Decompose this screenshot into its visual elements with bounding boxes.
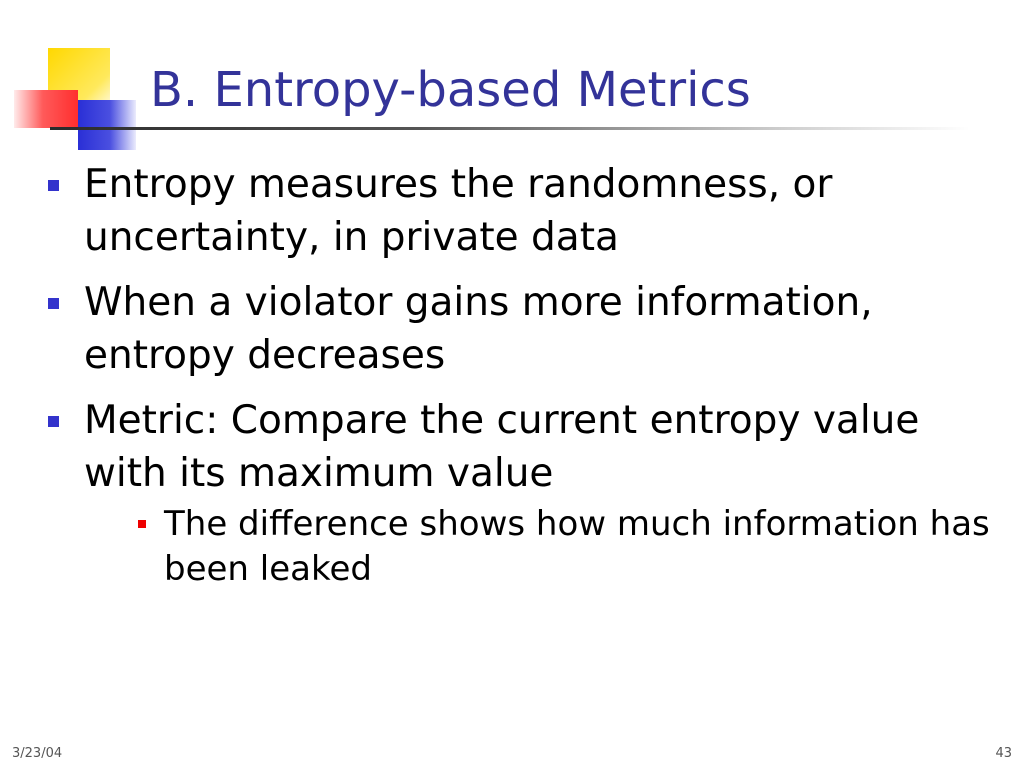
square-bullet-icon (48, 180, 59, 191)
bullet-item (48, 158, 998, 264)
red-square-bullet-icon (138, 520, 146, 528)
bullet-text: Metric: Compare the current entropy value with its maximum value (84, 398, 920, 496)
page-number: 43 (995, 746, 1012, 761)
bullet-item (48, 276, 998, 382)
footer-date: 3/23/04 (12, 746, 63, 761)
sub-bullet-item (128, 502, 998, 592)
bullet-item (48, 394, 998, 592)
sub-bullet-text: The difference shows how much information has been leaked (164, 504, 990, 589)
bullet-text: Entropy measures the randomness, or uncertainty, in private data (84, 162, 833, 260)
blue-square (78, 100, 136, 150)
decorative-squares-logo (0, 0, 150, 160)
square-bullet-icon (48, 298, 59, 309)
bullet-text: When a violator gains more information, entropy decreases (84, 280, 873, 378)
square-bullet-icon (48, 416, 59, 427)
slide-title: B. Entropy-based Metrics (150, 62, 751, 118)
sub-bullet-list (84, 502, 998, 592)
red-square (14, 90, 78, 128)
bullet-list (48, 158, 998, 604)
title-underline (50, 127, 970, 130)
